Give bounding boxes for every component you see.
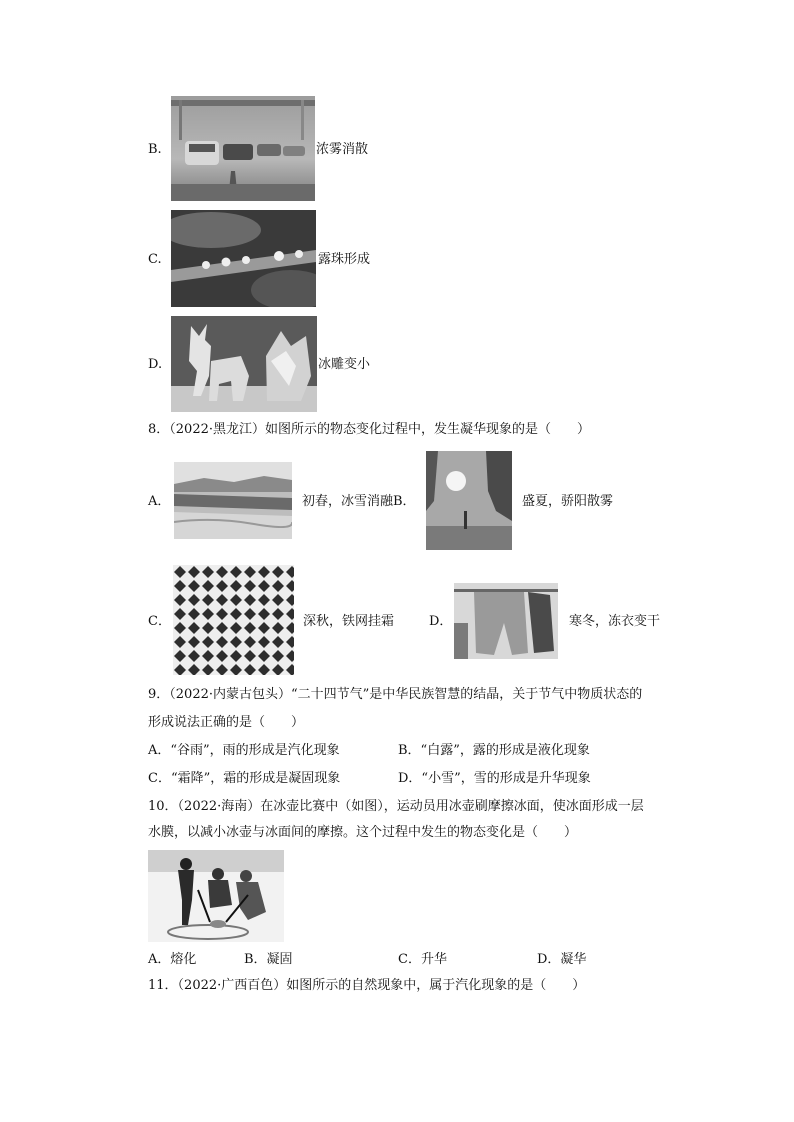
q10-option-c: C．升华 <box>398 952 447 967</box>
q8-option-a-caption: 初春，冰雪消融B． <box>302 494 416 509</box>
curling-image <box>148 850 284 942</box>
q8-stem: 8．（2022·黑龙江）如图所示的物态变化过程中，发生凝华现象的是（ ） <box>148 422 590 437</box>
q7-option-b-caption: 浓雾消散 <box>316 142 369 157</box>
q8-option-d-caption: 寒冬，冻衣变干 <box>569 614 661 629</box>
q9-stem-line2: 形成说法正确的是（ ） <box>148 715 305 730</box>
q9-stem-line1: 9．（2022·内蒙古包头）“二十四节气”是中华民族智慧的结晶，关于节气中物质状态的 <box>148 687 643 702</box>
ice-sculpture-image <box>171 316 317 412</box>
q7-option-d-letter: D. <box>148 357 163 372</box>
q9-option-d: D．“小雪”，雪的形成是升华现象 <box>398 771 591 786</box>
q8-option-a-letter: A． <box>148 494 171 509</box>
snow-melting-image <box>174 462 292 539</box>
q7-option-b-letter: B. <box>148 142 162 157</box>
fog-highway-image <box>171 96 315 201</box>
q8-option-b-caption: 盛夏，骄阳散雾 <box>522 494 614 509</box>
q7-option-d-caption: 冰雕变小 <box>318 357 371 372</box>
q10-option-a: A．熔化 <box>148 952 197 967</box>
q8-option-c-caption: 深秋，铁网挂霜 <box>303 614 395 629</box>
q11-stem: 11．（2022·广西百色）如图所示的自然现象中，属于汽化现象的是（ ） <box>148 978 586 993</box>
q10-stem-line1: 10．（2022·海南）在冰壶比赛中（如图），运动员用冰壶刷摩擦冰面，使冰面形成一层 <box>148 799 644 814</box>
frozen-clothes-image <box>454 583 558 659</box>
q10-stem-line2: 水膜，以减小冰壶与冰面间的摩擦。这个过程中发生的物态变化是（ ） <box>148 825 578 840</box>
summer-fog-image <box>426 451 512 550</box>
q9-option-b: B．“白露”，露的形成是液化现象 <box>398 743 590 758</box>
q8-option-c-letter: C． <box>148 614 171 629</box>
q10-option-d: D．凝华 <box>537 952 587 967</box>
q10-option-b: B．凝固 <box>244 952 293 967</box>
q7-option-c-caption: 露珠形成 <box>318 252 371 267</box>
q9-option-c: C．“霜降”，霜的形成是凝固现象 <box>148 771 341 786</box>
q7-option-c-letter: C. <box>148 252 162 267</box>
q8-option-d-letter: D． <box>429 614 453 629</box>
frost-mesh-image <box>173 565 294 675</box>
q9-option-a: A．“谷雨”，雨的形成是汽化现象 <box>148 743 340 758</box>
dew-drops-image <box>171 210 316 307</box>
